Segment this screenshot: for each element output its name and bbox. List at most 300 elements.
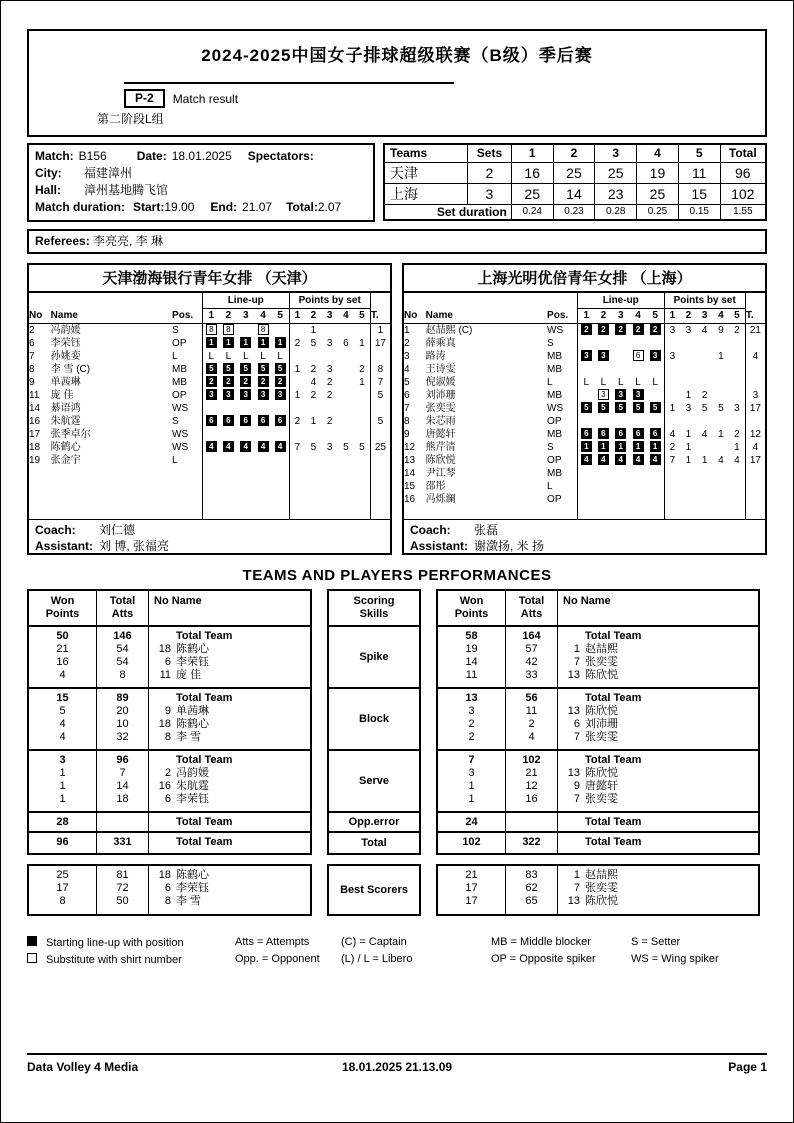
score-header-cell: Total bbox=[720, 144, 766, 162]
won-points-value: 5 bbox=[59, 705, 66, 717]
match-duration-label: Match duration: bbox=[35, 200, 125, 214]
title-divider bbox=[124, 82, 454, 84]
points-by-set-cell: 1 bbox=[685, 454, 692, 466]
starter-box: 3 bbox=[650, 350, 661, 361]
player-total-points: 7 bbox=[370, 376, 390, 389]
total-atts-value: 14 bbox=[116, 780, 129, 792]
perf-player-name: 赵喆熙 bbox=[585, 643, 618, 655]
perf-name-line bbox=[563, 895, 758, 908]
report-code-box: P-2 bbox=[124, 89, 165, 108]
player-pos: WS bbox=[547, 402, 564, 414]
starter-box: 6 bbox=[206, 415, 217, 426]
won-points-value: 3 bbox=[59, 754, 66, 766]
lineup-cell bbox=[237, 389, 254, 402]
perf-name-line bbox=[563, 816, 758, 829]
player-no: 12 bbox=[404, 441, 416, 453]
player-name: 尹江琴 bbox=[425, 467, 456, 479]
total-atts-value: 56 bbox=[525, 692, 538, 704]
starter-box: 5 bbox=[206, 363, 217, 374]
lineup-cell bbox=[577, 467, 594, 480]
points-by-set-cell: 1 bbox=[701, 454, 708, 466]
points-by-set-cell bbox=[664, 389, 680, 402]
lineup-cell bbox=[647, 428, 664, 441]
won-points-value: 1 bbox=[59, 780, 66, 792]
substitute-box: 8 bbox=[223, 324, 234, 335]
starter-box: 1 bbox=[633, 441, 644, 452]
player-no: 1 bbox=[404, 324, 410, 336]
lineup-cell bbox=[612, 350, 629, 363]
lineup-cell bbox=[629, 415, 646, 428]
points-by-set-cell bbox=[338, 350, 354, 363]
perf-section bbox=[438, 833, 758, 853]
perf-player-name: 张奕雯 bbox=[585, 656, 618, 668]
player-names-column bbox=[558, 866, 758, 914]
points-by-set-cell bbox=[322, 323, 338, 337]
points-by-set-cell bbox=[338, 389, 354, 402]
perf-name-line bbox=[154, 767, 310, 780]
starter-box: 6 bbox=[581, 428, 592, 439]
lineup-cell bbox=[220, 428, 237, 441]
won-points-value: 3 bbox=[468, 705, 475, 717]
lineup-cell bbox=[237, 415, 254, 428]
player-pos: OP bbox=[172, 337, 187, 349]
perf-table-home bbox=[27, 589, 312, 855]
away-roster-table bbox=[404, 293, 765, 519]
won-points-value: 3 bbox=[468, 767, 475, 779]
perf-player-name: 陈欣悦 bbox=[585, 705, 618, 717]
home-roster-table bbox=[29, 293, 390, 519]
player-row bbox=[29, 402, 390, 415]
points-by-set-cell bbox=[664, 337, 680, 350]
set-score-cell: 14 bbox=[553, 183, 595, 204]
start-value: 19.00 bbox=[164, 200, 195, 214]
perf-player-name: Total Team bbox=[176, 754, 233, 766]
player-no: 7 bbox=[404, 402, 410, 414]
perf-player-no: 18 bbox=[158, 718, 171, 730]
points-by-set-cell bbox=[697, 441, 713, 454]
player-pos: L bbox=[547, 376, 553, 388]
lineup-cell bbox=[629, 441, 646, 454]
total-atts-column bbox=[506, 689, 558, 749]
perf-player-name: Total Team bbox=[585, 692, 642, 704]
points-by-set-cell bbox=[680, 493, 696, 506]
legend-text: WS = Wing spiker bbox=[631, 953, 719, 965]
lineup-cell bbox=[577, 376, 594, 389]
starter-box: 2 bbox=[650, 324, 661, 335]
player-total-points bbox=[370, 402, 390, 415]
lineup-cell bbox=[612, 402, 629, 415]
starter-box: 2 bbox=[598, 324, 609, 335]
perf-name-line bbox=[154, 793, 310, 806]
perf-player-no: 13 bbox=[567, 705, 580, 717]
points-by-set-cell: 5 bbox=[310, 441, 317, 453]
player-row bbox=[404, 441, 765, 454]
lineup-cell bbox=[612, 389, 629, 402]
points-by-set-cell: 1 bbox=[359, 376, 365, 388]
starter-box: 5 bbox=[598, 402, 609, 413]
player-no: 18 bbox=[29, 441, 41, 453]
player-no: 6 bbox=[404, 389, 410, 401]
points-by-set-cell: 1 bbox=[664, 402, 680, 415]
empty-roster-row bbox=[29, 506, 390, 519]
lineup-cell bbox=[612, 337, 629, 350]
points-by-set-cell bbox=[697, 467, 713, 480]
points-by-set-cell: 1 bbox=[734, 441, 740, 453]
total-atts-column bbox=[506, 627, 558, 687]
lineup-cell bbox=[647, 323, 664, 337]
points-by-set-cell bbox=[305, 350, 321, 363]
lineup-cell bbox=[220, 363, 237, 376]
points-by-set-cell bbox=[713, 363, 729, 376]
player-pos: S bbox=[172, 415, 179, 427]
lineup-cell bbox=[272, 428, 289, 441]
total-atts-value: 12 bbox=[525, 780, 538, 792]
name-column-header: Name bbox=[51, 308, 172, 323]
lineup-cell bbox=[629, 363, 646, 376]
best-scorers-row bbox=[27, 864, 767, 916]
player-names-column bbox=[558, 833, 758, 853]
perf-player-name: 李荣钰 bbox=[176, 793, 209, 805]
lineup-cell bbox=[577, 337, 594, 350]
starter-box: 2 bbox=[581, 324, 592, 335]
points-by-set-cell bbox=[289, 376, 305, 389]
set-score-cell: 11 bbox=[678, 162, 720, 183]
perf-player-name: Total Team bbox=[585, 816, 642, 828]
total-atts-column bbox=[97, 866, 149, 914]
points-set-header: 3 bbox=[322, 308, 338, 323]
player-name: 李荣钰 bbox=[50, 337, 81, 349]
player-name: 冯烁澜 bbox=[425, 493, 456, 505]
total-points-cell: 96 bbox=[720, 162, 766, 183]
points-by-set-cell bbox=[305, 428, 321, 441]
points-by-set-cell bbox=[729, 467, 745, 480]
perf-player-name: 李 雪 bbox=[176, 895, 202, 907]
lineup-set-header: 5 bbox=[647, 308, 664, 323]
perf-player-name: Total Team bbox=[176, 816, 233, 828]
player-name: 路涛 bbox=[425, 350, 446, 362]
lineup-cell bbox=[254, 337, 271, 350]
lineup-cell bbox=[577, 454, 594, 467]
hall-label: Hall: bbox=[35, 183, 62, 197]
lineup-cell bbox=[612, 376, 629, 389]
player-no: 8 bbox=[29, 363, 35, 375]
player-name: 薛乘真 bbox=[425, 337, 456, 349]
empty-roster-row bbox=[29, 493, 390, 506]
perf-table-away bbox=[436, 589, 760, 855]
player-row bbox=[29, 428, 390, 441]
lineup-cell bbox=[595, 428, 612, 441]
lineup-set-header: 1 bbox=[577, 308, 594, 323]
roster-home bbox=[27, 263, 392, 555]
won-points-value: 19 bbox=[465, 643, 478, 655]
best-scorers-home bbox=[27, 864, 312, 916]
won-points-header: Won Points bbox=[29, 591, 97, 625]
player-row bbox=[29, 454, 390, 467]
perf-player-no: 6 bbox=[164, 656, 171, 668]
starter-box: 6 bbox=[275, 415, 286, 426]
points-set-header: 3 bbox=[697, 308, 713, 323]
lineup-cell bbox=[577, 389, 594, 402]
lineup-cell bbox=[595, 480, 612, 493]
perf-player-no: 9 bbox=[573, 780, 580, 792]
score-team-row bbox=[384, 162, 766, 183]
points-by-set-cell: 3 bbox=[664, 350, 680, 363]
points-by-set-cell: 3 bbox=[326, 363, 333, 375]
player-name: 庞 佳 bbox=[50, 389, 74, 401]
perf-player-no: 13 bbox=[567, 895, 580, 907]
pos-column-header: Pos. bbox=[172, 308, 202, 323]
points-by-set-cell bbox=[322, 350, 338, 363]
lineup-cell bbox=[220, 441, 237, 454]
player-row bbox=[404, 402, 765, 415]
lineup-cell bbox=[272, 363, 289, 376]
lineup-cell bbox=[577, 480, 594, 493]
points-by-set-cell bbox=[338, 428, 354, 441]
points-by-set-cell: 4 bbox=[664, 428, 680, 441]
starter-box: 4 bbox=[633, 454, 644, 465]
player-names-column bbox=[149, 751, 310, 811]
player-row bbox=[29, 415, 390, 428]
total-atts-value: 57 bbox=[525, 643, 538, 655]
points-by-set-cell: 1 bbox=[718, 350, 724, 362]
total-duration-label: Total: bbox=[286, 200, 318, 214]
perf-name-line bbox=[563, 767, 758, 780]
lineup-cell bbox=[220, 337, 237, 350]
player-names-column bbox=[558, 813, 758, 831]
lineup-cell bbox=[254, 323, 271, 337]
player-no: 13 bbox=[404, 454, 416, 466]
total-atts-value: 21 bbox=[525, 767, 538, 779]
lineup-cell bbox=[629, 350, 646, 363]
points-by-set-cell: 5 bbox=[343, 441, 349, 453]
won-points-header: Won Points bbox=[438, 591, 506, 625]
points-by-set-cell bbox=[338, 454, 354, 467]
won-points-value: 2 bbox=[468, 718, 475, 730]
won-points-column bbox=[438, 813, 506, 831]
points-by-set-cell: 3 bbox=[326, 337, 333, 349]
empty-roster-row bbox=[404, 506, 765, 519]
perf-player-no: 9 bbox=[164, 705, 171, 717]
player-total-points: 17 bbox=[745, 402, 765, 415]
set-duration-cell: 0.23 bbox=[553, 204, 595, 220]
substitute-square-icon bbox=[27, 953, 37, 963]
player-name: 陈鹤心 bbox=[50, 441, 81, 453]
points-by-set-cell: 5 bbox=[718, 402, 724, 414]
player-pos: MB bbox=[547, 363, 563, 375]
player-name: 倪淑媛 bbox=[425, 376, 456, 388]
starter-box: 1 bbox=[240, 337, 251, 348]
points-by-set-cell bbox=[697, 480, 713, 493]
lineup-cell bbox=[237, 337, 254, 350]
perf-player-name: 李荣钰 bbox=[176, 656, 209, 668]
lineup-cell bbox=[237, 402, 254, 415]
points-by-set-cell bbox=[289, 323, 305, 337]
starter-box: 4 bbox=[275, 441, 286, 452]
player-pos: MB bbox=[547, 389, 563, 401]
lineup-cell bbox=[202, 337, 219, 350]
won-points-column bbox=[29, 627, 97, 687]
starter-box: 5 bbox=[258, 363, 269, 374]
player-no: 14 bbox=[29, 402, 41, 414]
lineup-cell bbox=[237, 323, 254, 337]
points-by-set-cell: 2 bbox=[326, 376, 333, 388]
total-atts-column bbox=[506, 833, 558, 853]
coach-name: 刘仁德 bbox=[99, 522, 136, 537]
perf-player-name: 庞 佳 bbox=[176, 669, 202, 681]
starter-box: 1 bbox=[615, 441, 626, 452]
perf-player-no bbox=[154, 836, 171, 849]
player-no: 2 bbox=[29, 324, 35, 336]
page-number: Page 1 bbox=[728, 1060, 767, 1074]
lineup-cell bbox=[202, 350, 219, 363]
points-by-set-cell bbox=[729, 493, 745, 506]
total-atts-column bbox=[97, 751, 149, 811]
lineup-cell bbox=[647, 389, 664, 402]
perf-player-name: 刘沛珊 bbox=[585, 718, 618, 730]
total-atts-value: 72 bbox=[116, 882, 129, 894]
points-group-header: Points by set bbox=[289, 293, 370, 308]
won-points-value: 28 bbox=[56, 816, 69, 828]
points-by-set-cell: 1 bbox=[289, 389, 305, 402]
legend-text: Starting line-up with position bbox=[46, 937, 184, 949]
score-box bbox=[383, 143, 767, 221]
lineup-cell bbox=[577, 441, 594, 454]
points-by-set-cell bbox=[697, 493, 713, 506]
points-by-set-cell bbox=[697, 337, 713, 350]
perf-player-no: 7 bbox=[573, 882, 580, 894]
home-coach-block bbox=[29, 519, 390, 556]
lineup-set-header: 3 bbox=[612, 308, 629, 323]
perf-name-line bbox=[563, 793, 758, 806]
player-row bbox=[29, 441, 390, 454]
skill-label: Spike bbox=[329, 627, 419, 689]
points-by-set-cell: 1 bbox=[310, 324, 317, 336]
player-no: 3 bbox=[404, 350, 410, 362]
perf-player-no: 6 bbox=[573, 718, 580, 730]
player-name: 单茜琳 bbox=[50, 376, 81, 388]
no-column-header: No bbox=[29, 308, 51, 323]
points-by-set-cell: 4 bbox=[310, 376, 317, 388]
starter-box: 1 bbox=[581, 441, 592, 452]
total-atts-value: 32 bbox=[116, 731, 129, 743]
total-atts-value: 18 bbox=[116, 793, 129, 805]
perf-player-name: 张奕雯 bbox=[585, 793, 618, 805]
lineup-cell bbox=[237, 350, 254, 363]
perf-player-no: 1 bbox=[573, 869, 580, 881]
lineup-cell bbox=[647, 480, 664, 493]
player-pos: MB bbox=[172, 363, 188, 375]
perf-player-no: 6 bbox=[164, 793, 171, 805]
lineup-set-header: 4 bbox=[254, 308, 271, 323]
substitute-box: 6 bbox=[633, 350, 644, 361]
libero-mark: L bbox=[225, 350, 232, 362]
total-atts-column bbox=[506, 866, 558, 914]
points-set-header: 2 bbox=[680, 308, 696, 323]
lineup-cell bbox=[595, 441, 612, 454]
points-by-set-cell bbox=[680, 350, 696, 363]
player-pos: L bbox=[547, 480, 553, 492]
lineup-cell bbox=[577, 415, 594, 428]
total-atts-value: 83 bbox=[525, 869, 538, 881]
perf-name-line bbox=[563, 669, 758, 682]
perf-section bbox=[438, 751, 758, 813]
points-by-set-cell bbox=[680, 376, 696, 389]
roster-column-header-row bbox=[404, 308, 765, 323]
skill-label: Opp.error bbox=[329, 813, 419, 833]
player-no: 16 bbox=[404, 493, 416, 505]
starter-box: 2 bbox=[615, 324, 626, 335]
points-by-set-cell bbox=[354, 323, 370, 337]
roster-group-header-row bbox=[404, 293, 765, 308]
perf-name-line bbox=[154, 705, 310, 718]
report-timestamp: 18.01.2025 21.13.09 bbox=[341, 1060, 453, 1074]
player-total-points: 3 bbox=[745, 389, 765, 402]
city-label: City: bbox=[35, 166, 62, 180]
player-total-points: 1 bbox=[370, 323, 390, 337]
lineup-group-header: Line-up bbox=[577, 293, 664, 308]
scoring-skills-header: Scoring Skills bbox=[329, 591, 419, 627]
player-no: 6 bbox=[29, 337, 35, 349]
starter-box: 2 bbox=[275, 376, 286, 387]
points-set-header: 5 bbox=[354, 308, 370, 323]
won-points-column bbox=[29, 866, 97, 914]
perf-player-name: Total Team bbox=[585, 754, 642, 766]
starter-box: 5 bbox=[615, 402, 626, 413]
points-by-set-cell: 1 bbox=[685, 441, 692, 453]
won-points-value: 24 bbox=[465, 816, 478, 828]
lineup-cell bbox=[577, 363, 594, 376]
points-by-set-cell bbox=[713, 441, 729, 454]
player-total-points bbox=[370, 454, 390, 467]
pos-column-header: Pos. bbox=[547, 308, 577, 323]
lineup-cell bbox=[629, 428, 646, 441]
perf-name-line bbox=[154, 780, 310, 793]
points-by-set-cell bbox=[338, 376, 354, 389]
starter-box: 4 bbox=[615, 454, 626, 465]
lineup-cell bbox=[612, 323, 629, 337]
player-row bbox=[29, 323, 390, 337]
set-score-cell: 25 bbox=[595, 162, 637, 183]
player-row bbox=[404, 480, 765, 493]
perf-section bbox=[29, 627, 310, 689]
perf-name-line bbox=[563, 869, 758, 882]
starter-box: 5 bbox=[223, 363, 234, 374]
player-name: 王诗雯 bbox=[425, 363, 456, 375]
won-points-value: 1 bbox=[468, 793, 475, 805]
perf-name-line bbox=[154, 656, 310, 669]
perf-player-no: 13 bbox=[567, 669, 580, 681]
perf-player-no bbox=[563, 692, 580, 705]
lineup-cell bbox=[202, 323, 219, 337]
player-name: 朱芯雨 bbox=[425, 415, 456, 427]
won-points-value: 15 bbox=[56, 692, 69, 704]
points-by-set-cell bbox=[322, 402, 338, 415]
total-atts-value: 146 bbox=[113, 630, 132, 642]
lineup-cell bbox=[272, 415, 289, 428]
lineup-set-header: 2 bbox=[220, 308, 237, 323]
perf-name-line bbox=[154, 754, 310, 767]
perf-name-line bbox=[563, 692, 758, 705]
coach-label: Coach: bbox=[35, 522, 76, 537]
player-total-points: 25 bbox=[370, 441, 390, 454]
starter-box: 5 bbox=[581, 402, 592, 413]
total-atts-value: 10 bbox=[116, 718, 129, 730]
points-by-set-cell bbox=[680, 467, 696, 480]
lineup-cell bbox=[577, 428, 594, 441]
perf-player-no bbox=[154, 630, 171, 643]
total-atts-column bbox=[97, 689, 149, 749]
hall-value: 漳州基地腾飞馆 bbox=[84, 183, 169, 197]
